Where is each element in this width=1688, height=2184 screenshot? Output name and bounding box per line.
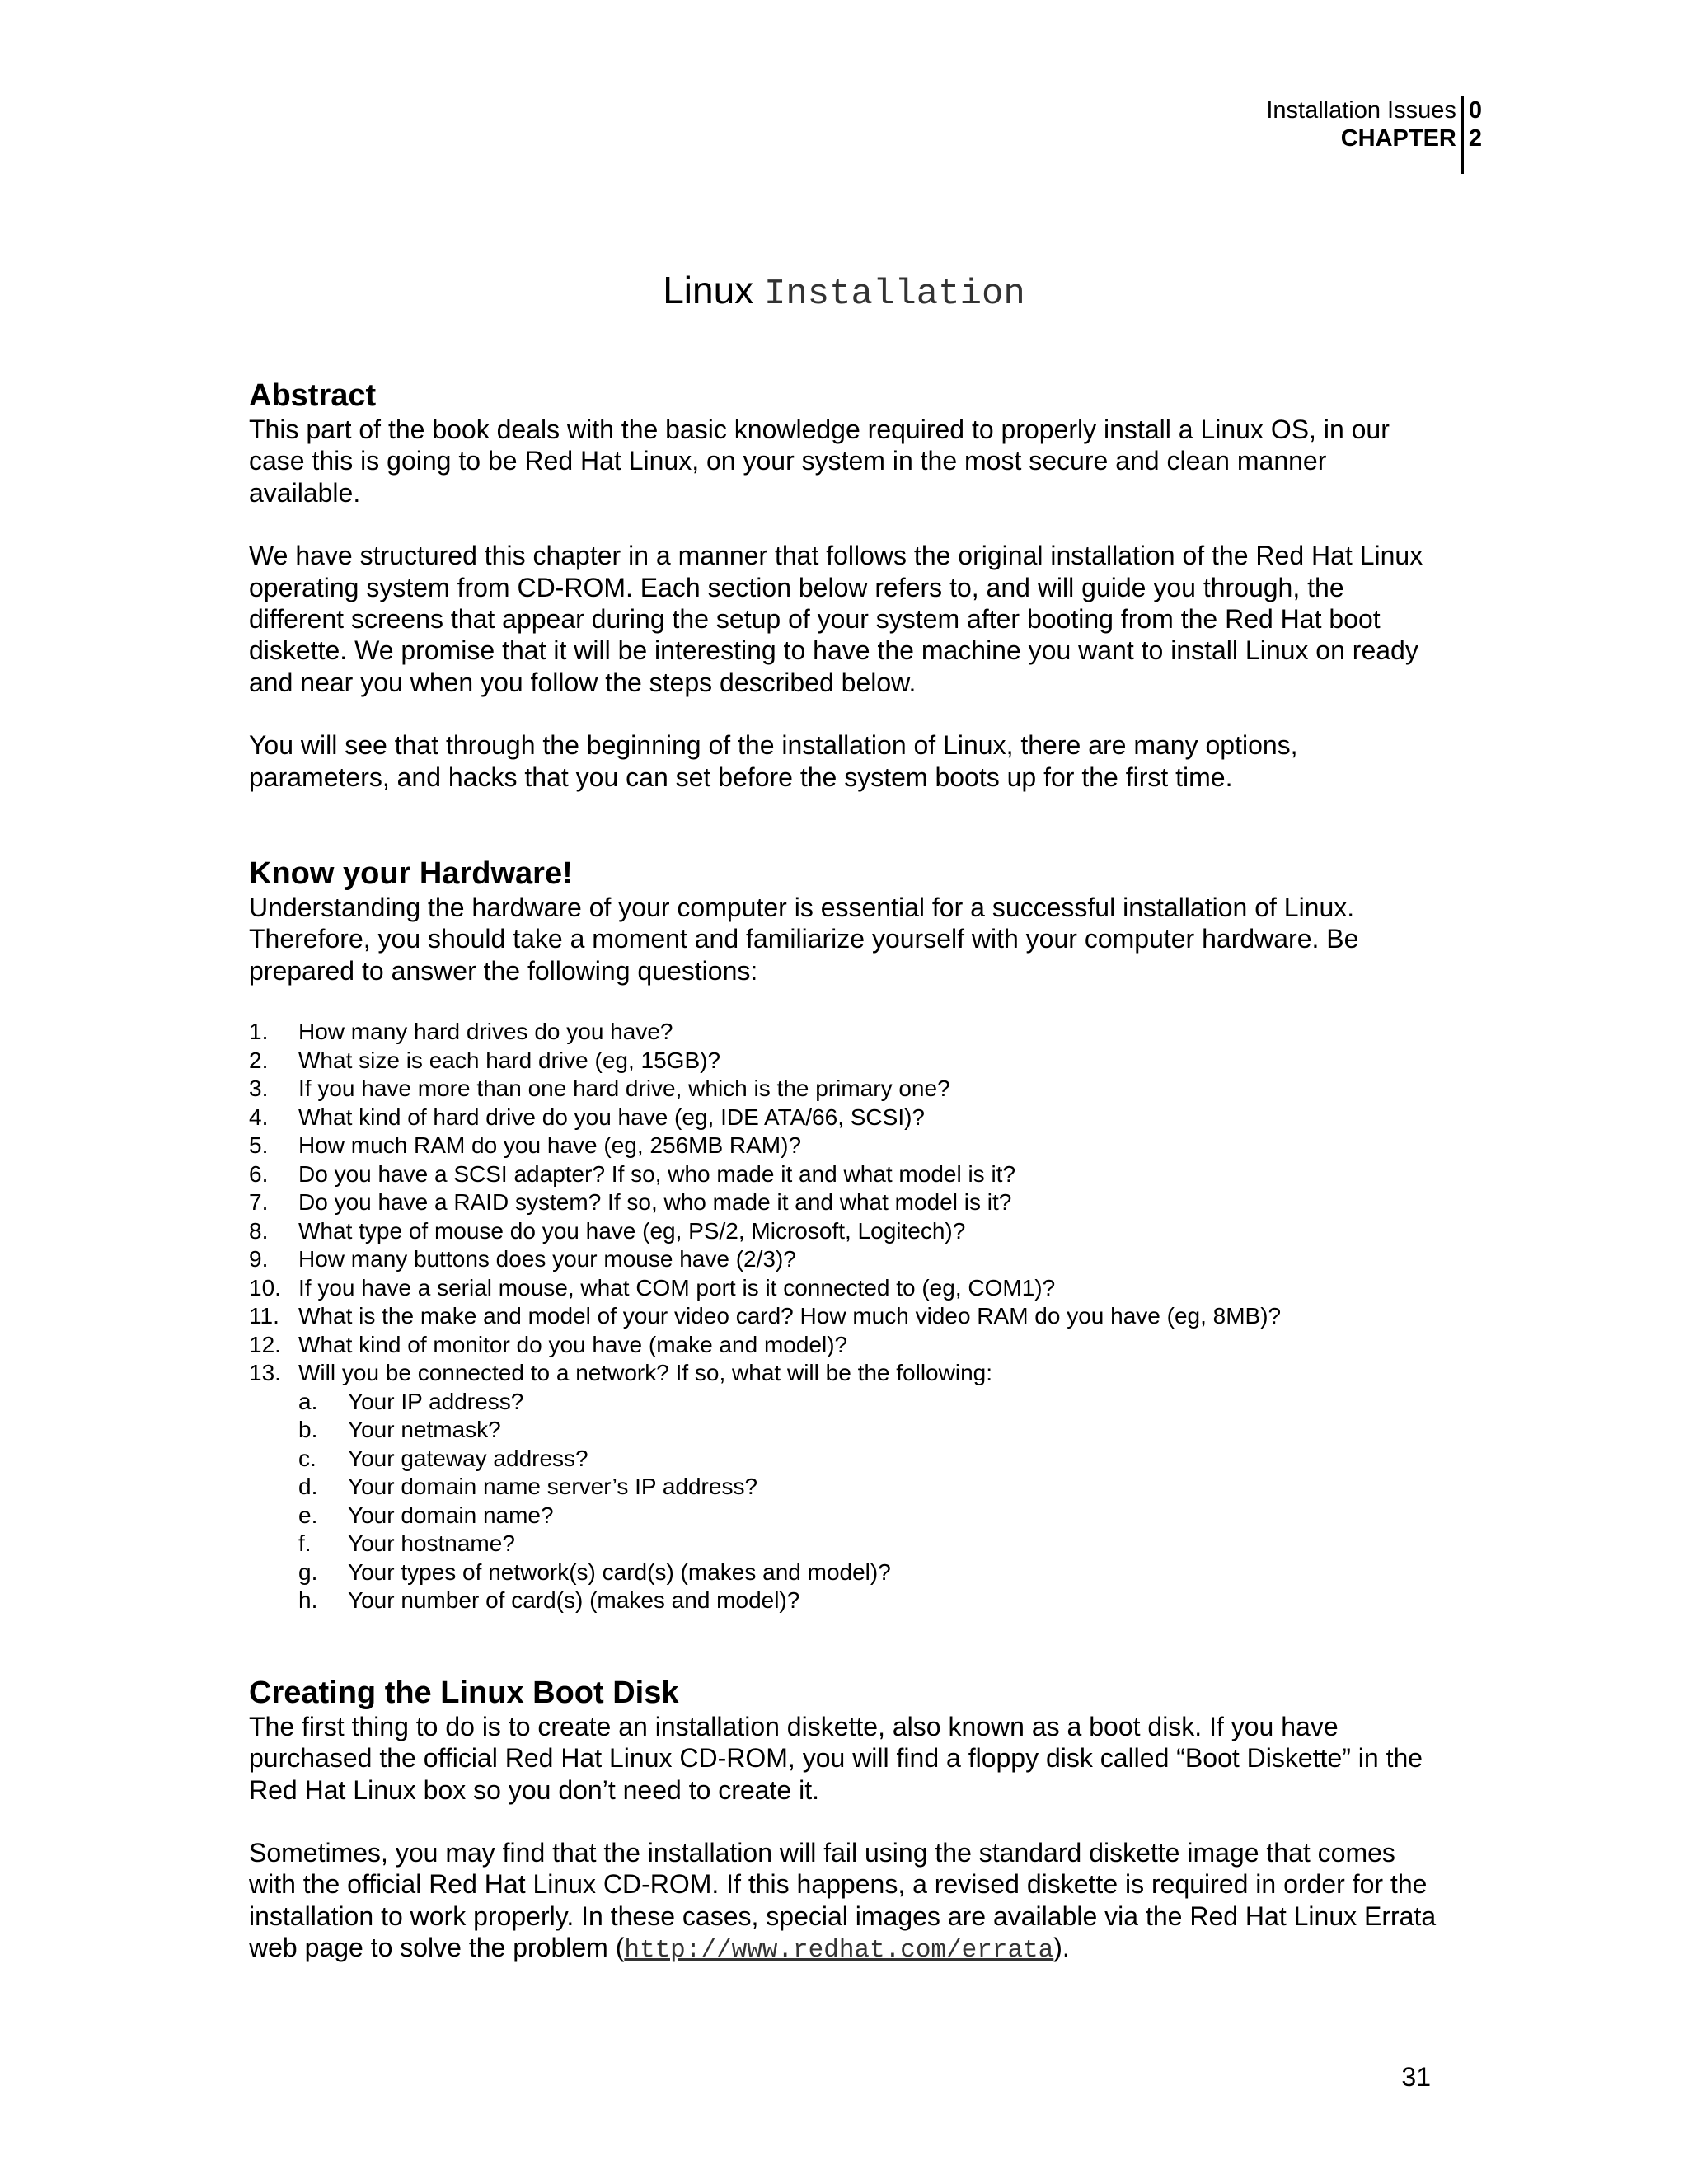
boot-disk-paragraph-2-text: Sometimes, you may find that the installation will fail using the standard diskette image that comes with the official Red Hat Linux CD-ROM. If this happens, a revised diskette is required in order for the installation to work properly. In these cases, special images are available via the Red Hat Linux Errata web page to solve the problem ( [249, 1838, 1437, 1963]
list-item-number: 9. [249, 1246, 269, 1272]
sub-list-item-text: Your IP address? [348, 1388, 524, 1414]
list-item [249, 1188, 1444, 1217]
list-item-text: How much RAM do you have (eg, 256MB RAM)? [298, 1132, 802, 1159]
list-item-number: 6. [249, 1160, 269, 1187]
list-item [249, 1331, 1444, 1360]
list-item-number: 8. [249, 1217, 269, 1244]
sub-list-item [298, 1558, 1444, 1587]
list-item-text: How many hard drives do you have? [298, 1019, 673, 1045]
page-number: 31 [1401, 2062, 1431, 2092]
abstract-paragraph-3: You will see that through the beginning of the installation of Linux, there are many options, parameters, and hacks that you can set before the system boots up for the first time. [249, 730, 1298, 792]
list-item [249, 1245, 1444, 1274]
sub-list-item-letter: g. [298, 1558, 318, 1585]
running-header-labels [1266, 96, 1461, 152]
abstract-paragraph-2: We have structured this chapter in a manner that follows the original installation of the Red Hat Linux operating system from CD-ROM. Each section below refers to, and will guide you through, the different screens that appear during the setup of your system after booting from the Red Hat boot diskette. We promise that it will be interesting to have the machine you want to install Linux on ready and near you when you follow the steps described below. [249, 541, 1423, 697]
network-subquestion-list [298, 1388, 1444, 1615]
list-item-text: Will you be connected to a network? If so, what will be the following: [298, 1360, 992, 1386]
abstract-section [249, 377, 1444, 793]
list-item-number: 2. [249, 1047, 269, 1073]
list-item-number: 11. [249, 1303, 279, 1329]
list-item [249, 1217, 1444, 1246]
sub-list-item-text: Your gateway address? [348, 1445, 588, 1471]
header-section-title: Installation Issues [1266, 97, 1456, 124]
list-item [249, 1104, 1444, 1132]
sub-list-item-letter: c. [298, 1445, 316, 1471]
list-item-text: What kind of monitor do you have (make and model)? [298, 1331, 848, 1357]
list-item [249, 1075, 1444, 1104]
hardware-heading: Know your Hardware! [249, 856, 573, 892]
list-item [249, 1160, 1444, 1189]
sub-list-item [298, 1530, 1444, 1558]
list-item-text: Do you have a RAID system? If so, who made it and what model is it? [298, 1189, 1012, 1216]
hardware-question-list [249, 1018, 1444, 1615]
list-item [249, 1132, 1444, 1160]
sub-list-item [298, 1416, 1444, 1445]
list-item-number: 5. [249, 1132, 269, 1159]
sub-list-item [298, 1502, 1444, 1530]
list-item-text: How many buttons does your mouse have (2/3)? [298, 1246, 796, 1272]
list-item-number: 12. [249, 1331, 281, 1357]
list-item-number: 1. [249, 1019, 269, 1045]
sub-list-item [298, 1473, 1444, 1502]
sub-list-item-letter: e. [298, 1502, 318, 1528]
header-chapter-digit-2: 2 [1468, 125, 1482, 152]
header-chapter-number [1464, 96, 1482, 152]
header-chapter-digit-1: 0 [1468, 97, 1482, 124]
hardware-section [249, 855, 1444, 1615]
running-header [1266, 96, 1482, 174]
list-item-text: What is the make and model of your video card? How much video RAM do you have (eg, 8MB)? [298, 1303, 1282, 1329]
list-item [249, 1359, 1444, 1615]
sub-list-item-letter: a. [298, 1388, 318, 1414]
sub-list-item-text: Your number of card(s) (makes and model)? [348, 1587, 800, 1614]
sub-list-item-text: Your domain name server’s IP address? [348, 1474, 758, 1500]
abstract-paragraph-1: This part of the book deals with the basic knowledge required to properly install a Linux OS, in our case this is going to be Red Hat Linux, on your system in the most secure and clean manner available. [249, 415, 1390, 508]
list-item-number: 10. [249, 1274, 281, 1301]
boot-disk-paragraph-1: The first thing to do is to create an installation diskette, also known as a boot disk. If you have purchased the official Red Hat Linux CD-ROM, you will find a floppy disk called “Boot Diskette” in the Red Hat Linux box so you don’t need to create it. [249, 1711, 1423, 1805]
header-chapter-label: CHAPTER [1340, 125, 1456, 152]
list-item-text: What size is each hard drive (eg, 15GB)? [298, 1047, 721, 1073]
errata-link[interactable]: http://www.redhat.com/errata [624, 1936, 1054, 1966]
list-item-text: Do you have a SCSI adapter? If so, who made it and what model is it? [298, 1160, 1016, 1187]
boot-disk-section [249, 1675, 1444, 1967]
list-item-text: If you have more than one hard drive, which is the primary one? [298, 1076, 950, 1102]
list-item-text: If you have a serial mouse, what COM port is it connected to (eg, COM1)? [298, 1274, 1056, 1301]
list-item-text: What kind of hard drive do you have (eg, IDE ATA/66, SCSI)? [298, 1104, 926, 1130]
list-item [249, 1047, 1444, 1076]
sub-list-item-text: Your domain name? [348, 1502, 554, 1528]
list-item-number: 13. [249, 1360, 281, 1386]
content-column [249, 377, 1444, 1967]
sub-list-item-text: Your netmask? [348, 1417, 501, 1443]
sub-list-item [298, 1445, 1444, 1474]
sub-list-item-letter: h. [298, 1587, 318, 1614]
hardware-intro: Understanding the hardware of your computer is essential for a successful installation of Linux. Therefore, you should take a moment and familiarize yourself with your computer hardware. Be prepared to answer the following questions: [249, 893, 1359, 986]
page-title-part-2: Installation [763, 274, 1025, 315]
page-title [0, 265, 1688, 319]
sub-list-item-letter: f. [298, 1530, 312, 1557]
boot-disk-paragraph-2 [249, 1837, 1444, 1967]
list-item-number: 4. [249, 1104, 269, 1130]
sub-list-item-text: Your hostname? [348, 1530, 515, 1557]
list-item-text: What type of mouse do you have (eg, PS/2, Microsoft, Logitech)? [298, 1217, 966, 1244]
list-item-number: 7. [249, 1189, 269, 1216]
sub-list-item-letter: b. [298, 1417, 318, 1443]
list-item-number: 3. [249, 1076, 269, 1102]
sub-list-item [298, 1586, 1444, 1615]
list-item [249, 1018, 1444, 1047]
list-item [249, 1274, 1444, 1303]
boot-disk-heading: Creating the Linux Boot Disk [249, 1675, 679, 1710]
boot-disk-paragraph-2-end: ). [1053, 1933, 1070, 1963]
sub-list-item-letter: d. [298, 1474, 318, 1500]
sub-list-item-text: Your types of network(s) card(s) (makes and model)? [348, 1558, 891, 1585]
list-item [249, 1302, 1444, 1331]
abstract-heading: Abstract [249, 378, 377, 413]
page-title-part-1: Linux [663, 269, 754, 312]
sub-list-item [298, 1388, 1444, 1417]
